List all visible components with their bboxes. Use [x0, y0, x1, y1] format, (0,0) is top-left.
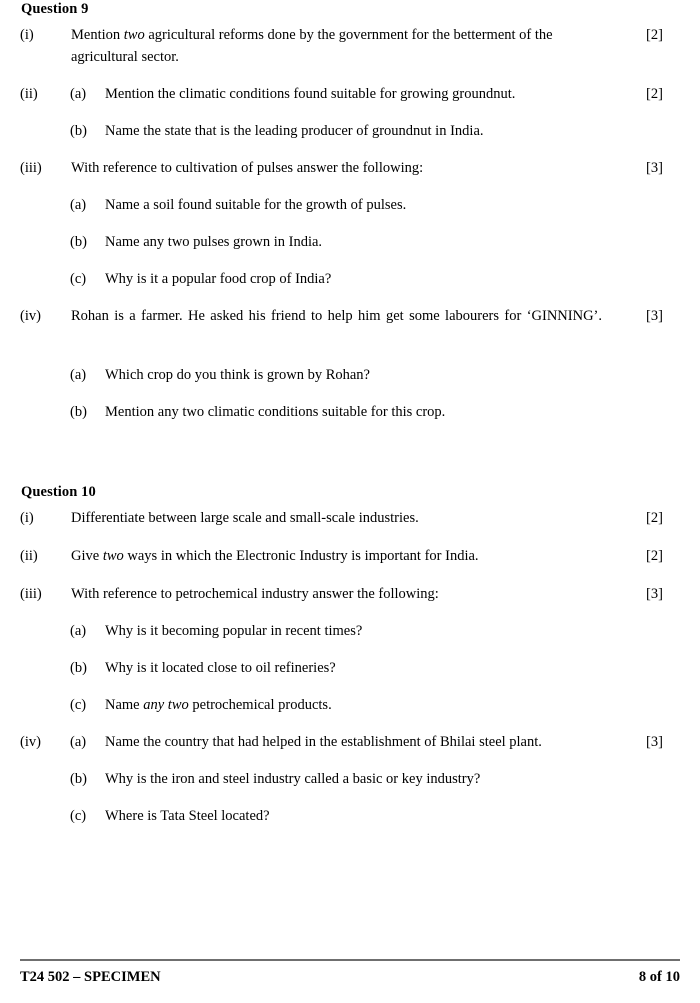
- subpart-text: Why is the iron and steel industry called a basic or key industry?: [105, 771, 481, 787]
- part-marks: [3]: [646, 734, 663, 750]
- spacer: [20, 753, 680, 768]
- part-text-italic: two: [102, 548, 124, 564]
- subpart-text: Name a soil found suitable for the growth of pulses.: [105, 197, 407, 213]
- part-marks: [3]: [646, 160, 663, 176]
- subpart-letter: (a): [70, 197, 87, 213]
- part-numeral: (ii): [20, 548, 38, 564]
- question-subpart: [20, 620, 680, 642]
- question-part: [20, 545, 680, 567]
- subpart-letter: (a): [70, 734, 87, 750]
- question-part: [20, 305, 680, 349]
- subpart-text: Name any two pulses grown in India.: [105, 234, 323, 250]
- spacer: [20, 142, 680, 157]
- subpart-letter: (b): [70, 234, 87, 250]
- part-numeral: (iv): [20, 308, 41, 324]
- spacer: [20, 790, 680, 805]
- section-spacer: [20, 423, 680, 483]
- part-text-after: ways in which the Electronic Industry is important for India.: [123, 548, 479, 564]
- subpart-letter: (b): [70, 660, 87, 676]
- spacer: [20, 105, 680, 120]
- subpart-text: Name the country that had helped in the establishment of Bhilai steel plant.: [105, 734, 542, 750]
- question-part: [20, 83, 680, 105]
- part-text-after: agricultural reforms done by the government for the betterment of the agricultural sector.: [71, 27, 553, 65]
- part-numeral: (ii): [20, 86, 38, 102]
- part-text: With reference to petrochemical industry answer the following:: [71, 586, 439, 602]
- footer-page-number: 8 of 10: [638, 969, 680, 985]
- footer-paper-code: T24 502 – SPECIMEN: [20, 969, 161, 985]
- spacer: [20, 716, 680, 731]
- subpart-text: Why is it a popular food crop of India?: [105, 271, 332, 287]
- spacer: [20, 216, 680, 231]
- part-marks: [2]: [646, 548, 663, 564]
- part-numeral: (iii): [20, 160, 42, 176]
- subpart-text-after: petrochemical products.: [188, 697, 332, 713]
- part-marks: [3]: [646, 586, 663, 602]
- subpart-letter: (b): [70, 771, 87, 787]
- question-subpart: [20, 231, 680, 253]
- footer-row: [20, 967, 680, 987]
- question-subpart: [20, 694, 680, 716]
- question-part: [20, 24, 680, 68]
- part-text: With reference to cultivation of pulses answer the following:: [71, 160, 424, 176]
- question-subpart: [20, 120, 680, 142]
- subpart-text-before: Name: [105, 697, 144, 713]
- question-content: [20, 0, 680, 827]
- part-text-before: Give: [71, 548, 103, 564]
- question-subpart: [20, 268, 680, 290]
- subpart-letter: (a): [70, 367, 87, 383]
- footer-divider: [20, 959, 680, 961]
- question-subpart: [20, 194, 680, 216]
- part-marks: [2]: [646, 510, 663, 526]
- subpart-letter: (a): [70, 86, 87, 102]
- part-marks: [2]: [646, 27, 663, 43]
- subpart-text: Mention any two climatic conditions suitable for this crop.: [105, 404, 446, 420]
- page-footer: [20, 959, 680, 995]
- spacer: [20, 349, 680, 364]
- subpart-letter: (c): [70, 808, 87, 824]
- part-marks: [2]: [646, 86, 663, 102]
- part-text: [71, 24, 602, 68]
- part-numeral: (iv): [20, 734, 41, 750]
- question-subpart: [20, 805, 680, 827]
- spacer: [20, 605, 680, 620]
- question-subpart: [20, 401, 680, 423]
- spacer: [20, 642, 680, 657]
- question-subpart: [20, 768, 680, 790]
- subpart-text: Which crop do you think is grown by Rohan?: [105, 367, 370, 383]
- question-part: [20, 157, 680, 179]
- subpart-text: Why is it becoming popular in recent times?: [105, 623, 363, 639]
- spacer: [20, 679, 680, 694]
- part-numeral: (i): [20, 27, 34, 43]
- question-heading-10: Question 10: [21, 484, 96, 500]
- subpart-text: Name the state that is the leading producer of groundnut in India.: [105, 123, 484, 139]
- spacer: [20, 386, 680, 401]
- part-text-before: Mention: [71, 27, 124, 43]
- question-part: [20, 583, 680, 605]
- part-text-italic: two: [123, 27, 145, 43]
- subpart-letter: (a): [70, 623, 87, 639]
- part-numeral: (i): [20, 510, 34, 526]
- part-numeral: (iii): [20, 586, 42, 602]
- question-subpart: [20, 364, 680, 386]
- part-marks: [3]: [646, 308, 663, 324]
- question-part: [20, 731, 680, 753]
- subpart-letter: (b): [70, 404, 87, 420]
- question-part: [20, 507, 680, 529]
- spacer: [20, 529, 680, 545]
- subpart-text: Where is Tata Steel located?: [105, 808, 270, 824]
- subpart-letter: (c): [70, 271, 87, 287]
- subpart-text-italic: any two: [143, 697, 189, 713]
- part-text: Rohan is a farmer. He asked his friend to help him get some labourers for ‘GINNING’.: [71, 308, 602, 324]
- question-heading-9: Question 9: [21, 1, 89, 17]
- spacer: [20, 290, 680, 305]
- subpart-text: Mention the climatic conditions found suitable for growing groundnut.: [105, 86, 516, 102]
- question-subpart: [20, 657, 680, 679]
- spacer: [20, 68, 680, 83]
- spacer: [20, 179, 680, 194]
- spacer: [20, 253, 680, 268]
- subpart-text: [105, 694, 602, 716]
- part-text: [71, 545, 602, 567]
- part-text: Differentiate between large scale and small-scale industries.: [71, 510, 419, 526]
- subpart-letter: (c): [70, 697, 87, 713]
- subpart-letter: (b): [70, 123, 87, 139]
- spacer: [20, 567, 680, 583]
- subpart-text: Why is it located close to oil refineries?: [105, 660, 336, 676]
